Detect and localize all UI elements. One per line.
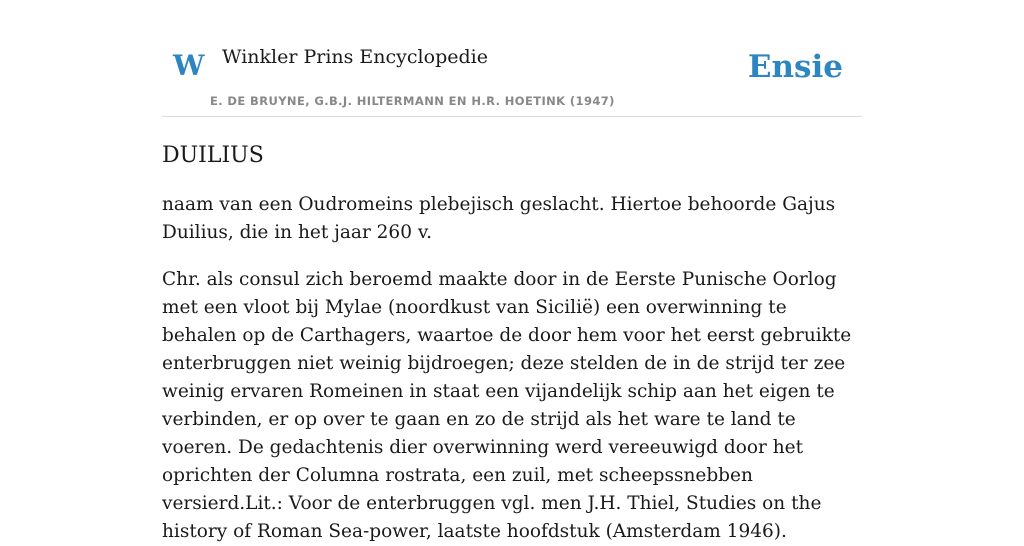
- entry-paragraph: Chr. als consul zich beroemd maakte door in de Eerste Punische Oorlog met een vloot bij Mylae (noordkust van Sicilië) een overwinning te behalen op de Carthagers, waartoe de door hem voor het eerst gebruikte enterbruggen niet weinig bijdroegen; deze stelden de in de strijd ter zee weinig ervaren Romeinen in staat een vijandelijk schip aan het eigen te verbinden, er op over te gaan en zo de strijd als het ware te land te voeren. De gedachtenis dier overwinning werd vereeuwigd door het oprichten der Columna rostrata, een zuil, met scheepssnebben versierd.Lit.: Voor de enterbruggen vgl. men J.H. Thiel, Studies on the history of Roman Sea-power, laatste hoofdstuk (Amsterdam 1946).: [162, 269, 852, 543]
- entry-title: DUILIUS: [162, 143, 264, 168]
- encyclopedia-authors: E. DE BRUYNE, G.B.J. HILTERMANN EN H.R. HOETINK (1947): [210, 94, 615, 108]
- ensie-logo[interactable]: Ensie: [747, 49, 843, 85]
- encyclopedia-title[interactable]: Winkler Prins Encyclopedie: [222, 46, 488, 68]
- page: [162, 0, 862, 546]
- header: [162, 0, 862, 117]
- entry-paragraph: naam van een Oudromeins plebejisch geslacht. Hiertoe behoorde Gajus Duilius, die in het jaar 260 v.: [162, 194, 836, 244]
- winkler-prins-logo[interactable]: W: [173, 49, 205, 82]
